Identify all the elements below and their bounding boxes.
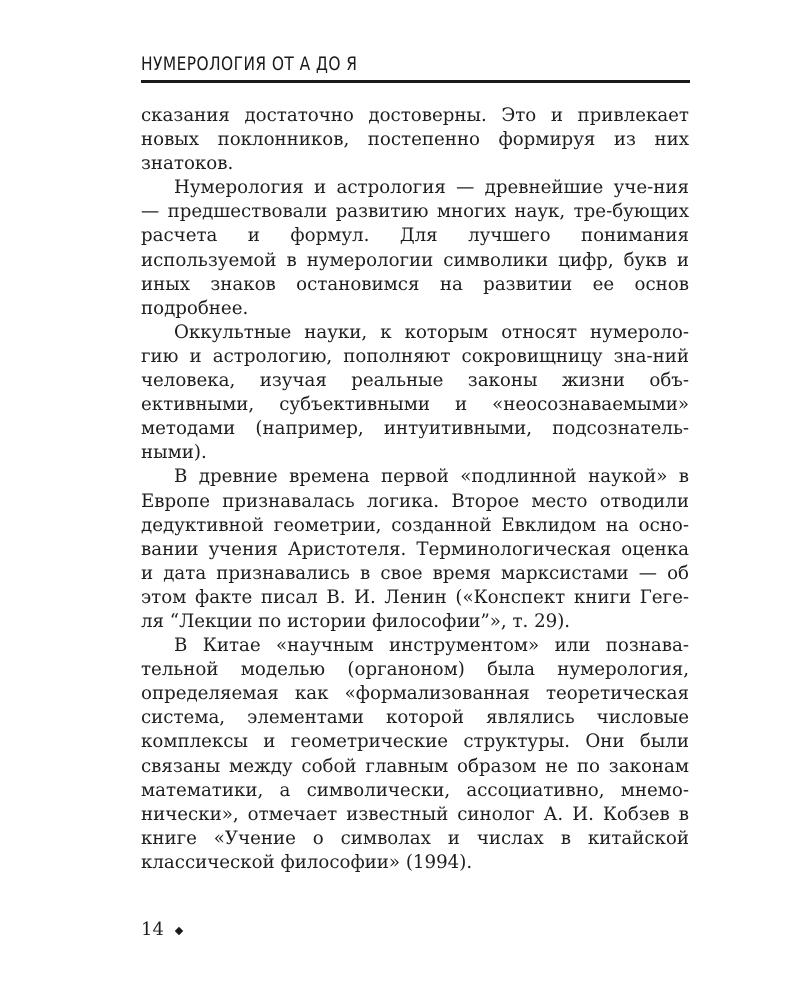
paragraph-5: В Китае «научным инструментом» или познава-тельной моделью (органоном) была нумерология, определяемая как «формализованная теоретическая система, элементами которой являлись числовые комплексы и геометрические структуры. Они были связаны между собой главным образом не по законам математики, а символически, ассоциативно, мнемо-нически», отмечает известный синолог А. И. Кобзев в книге «Учение о символах и числах в китайской классической философии» (1994). <box>141 635 689 873</box>
paragraph-3: Оккультные науки, к которым относят нумероло-гию и астрологию, пополняют сокровищницу зна-ний человека, изучая реальные законы жизни объ-ективными, субъективными и «неосознаваемыми» методами (например, интуитивными, подсознатель-ными). <box>141 321 689 464</box>
diamond-ornament-icon <box>175 927 183 935</box>
running-head-title: НУМЕРОЛОГИЯ ОТ А ДО Я <box>141 53 358 75</box>
paragraph-2: Нумерология и астрология — древнейшие уче-ния — предшествовали развитию многих наук, тре-бующих расчета и формул. Для лучшего понимания используемой в нумерологии символики цифр, букв и иных знаков остановимся на развитии ее основ подробнее. <box>141 177 689 319</box>
header-rule <box>141 80 690 83</box>
page-number: 14 <box>141 919 164 940</box>
body-text <box>141 104 689 875</box>
paragraph-4: В древние времена первой «подлинной наукой» в Европе признавалась логика. Второе место отводили дедуктивной геометрии, созданной Евклидом на осно-вании учения Аристотеля. Терминологическая оценка и дата признавались в свое время марксистами — об этом факте писал В. И. Ленин («Конспект книги Геге-ля “Лекции по истории философии”», т. 29). <box>141 466 689 632</box>
page-footer <box>141 918 182 942</box>
paragraph-1: сказания достаточно достоверны. Это и привлекает новых поклонников, постепенно формируя из них знатоков. <box>141 105 689 175</box>
